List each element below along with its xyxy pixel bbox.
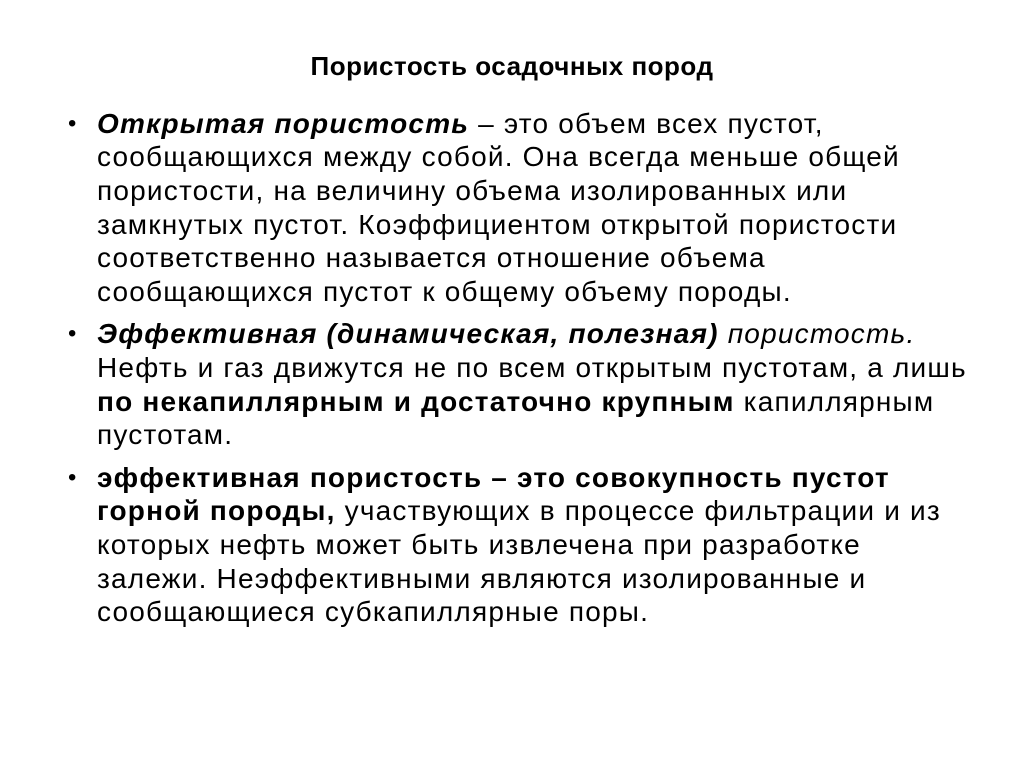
- bullet-item: [60, 461, 974, 629]
- bullet-item: [60, 107, 974, 309]
- bullet-text: Открытая пористость – это объем всех пустот, сообщающихся между собой. Она всегда меньше общей пористости, на величину объема изолированных или замкнутых пустот. Коэффициентом открытой пористости соответственно называется отношение объема сообщающихся пустот к общему объему породы.: [97, 107, 900, 307]
- bullet-text: Эффективная (динамическая, полезная) пористость. Нефть и газ движутся не по всем открытым пустотам, а лишь по некапиллярным и достаточно крупным капиллярным пустотам.: [97, 318, 967, 451]
- bullet-item: [60, 317, 974, 451]
- bullet-text: эффективная пористость – это совокупность пустот горной породы, участвующих в процессе фильтрации и из которых нефть может быть извлечена при разработке залежи. Неэффективными являются изолированные и сообщающиеся субкапиллярные поры.: [97, 461, 941, 628]
- bullet-marker-icon: •: [68, 109, 78, 137]
- bullet-marker-icon: •: [68, 463, 78, 491]
- bullet-list: [60, 107, 974, 629]
- slide-title: Пористость осадочных пород: [310, 51, 714, 81]
- bullet-marker-icon: •: [68, 320, 78, 348]
